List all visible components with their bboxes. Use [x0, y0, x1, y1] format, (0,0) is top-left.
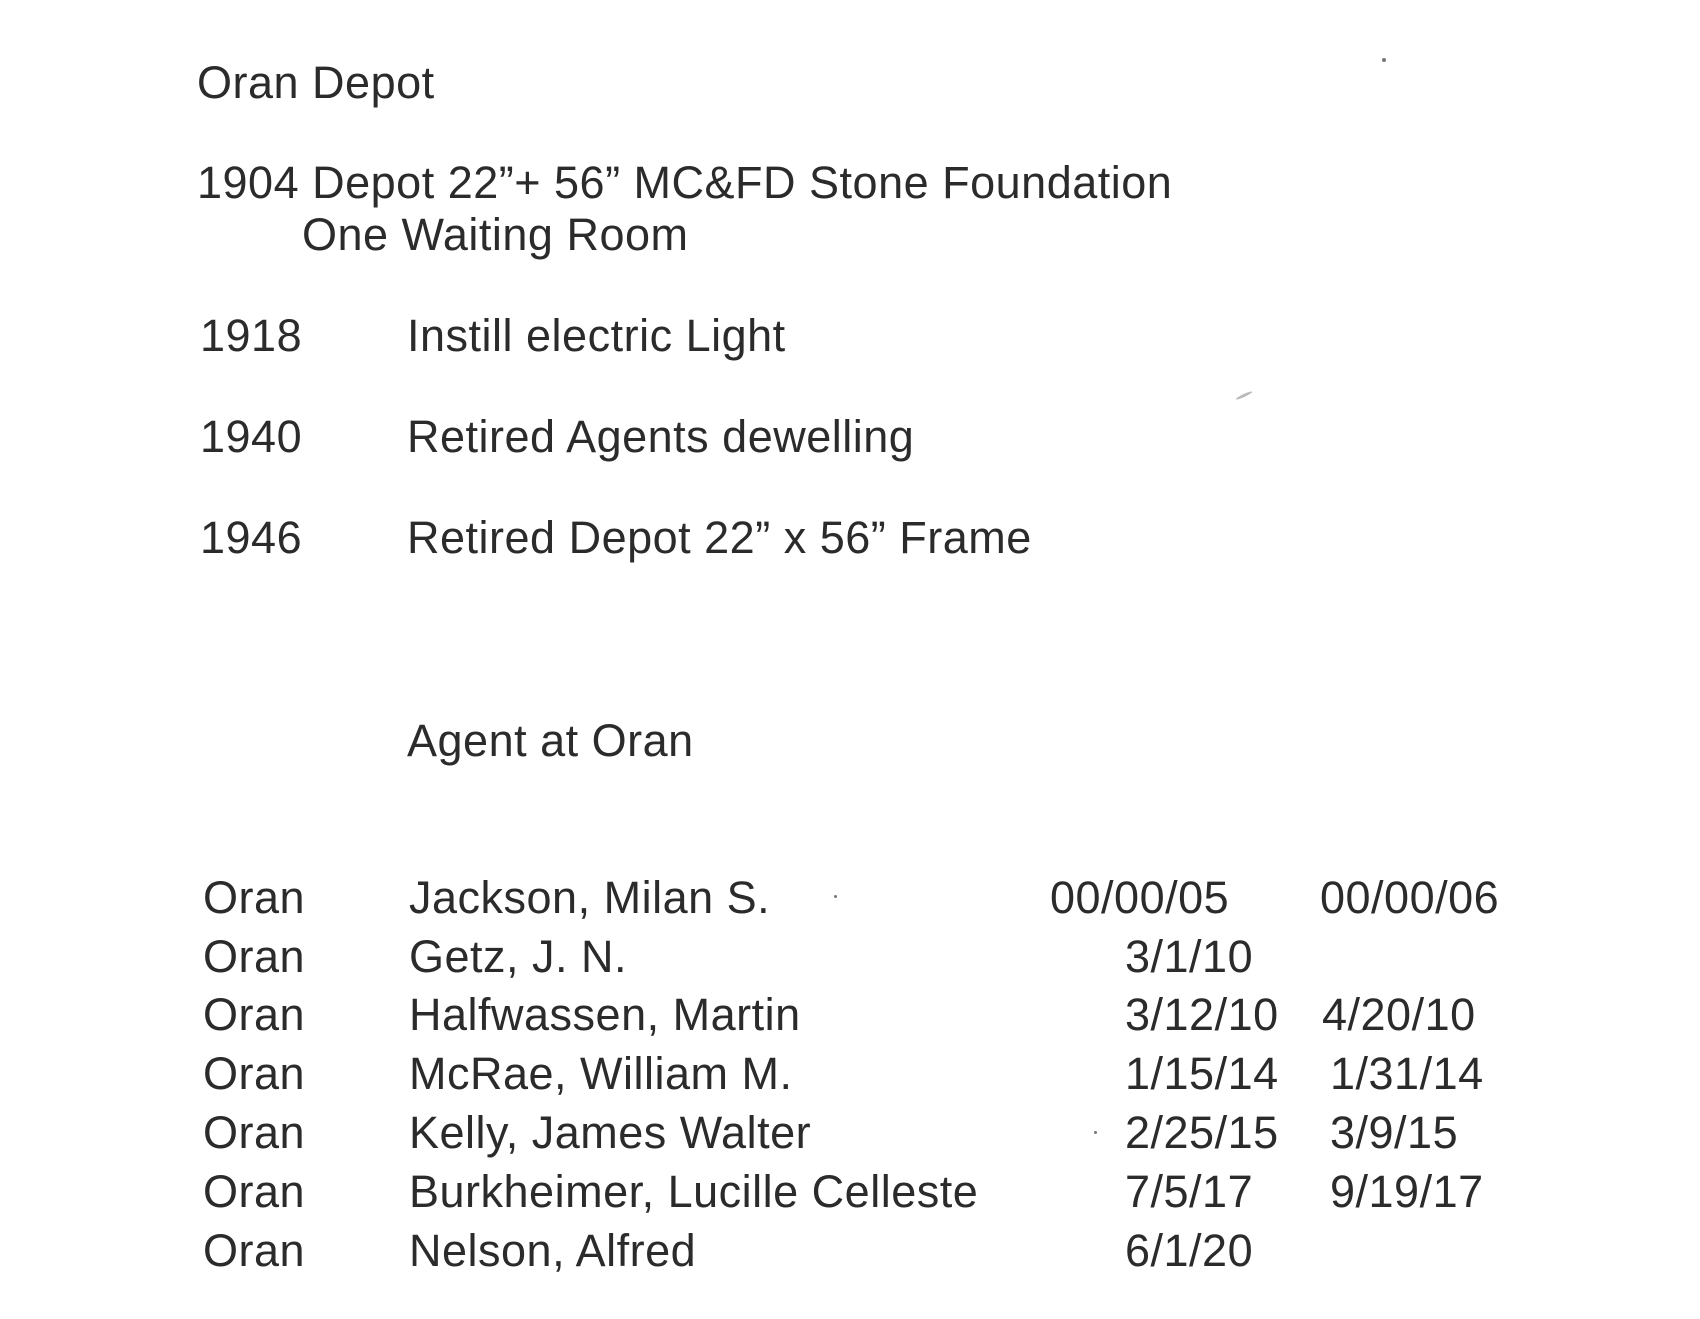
agent-end-date: 1/31/14	[1330, 1048, 1484, 1099]
event-year: 1940	[200, 411, 303, 462]
agent-location: Oran	[203, 931, 306, 982]
agent-name: Burkheimer, Lucille Celleste	[409, 1166, 979, 1217]
event-description: Retired Agents dewelling	[407, 411, 915, 462]
agent-location: Oran	[203, 872, 306, 923]
agent-name: Nelson, Alfred	[409, 1225, 697, 1276]
agent-location: Oran	[203, 1225, 306, 1276]
agent-end-date: 9/19/17	[1330, 1166, 1484, 1217]
table-row	[0, 1107, 1700, 1162]
table-row	[0, 872, 1700, 927]
scan-speck	[1094, 1131, 1097, 1134]
agent-start-date: 7/5/17	[1125, 1166, 1254, 1217]
table-row	[0, 1225, 1700, 1280]
foundation-description-line2: One Waiting Room	[302, 209, 689, 260]
agent-name: McRae, William M.	[409, 1048, 793, 1099]
agent-start-date: 1/15/14	[1125, 1048, 1279, 1099]
agents-heading: Agent at Oran	[407, 715, 694, 766]
agent-start-date: 00/00/05	[1050, 872, 1230, 923]
scan-speck	[1235, 390, 1253, 400]
agent-start-date: 3/12/10	[1125, 989, 1279, 1040]
event-description: Instill electric Light	[407, 310, 786, 361]
foundation-description-line1: 1904 Depot 22”+ 56” MC&FD Stone Foundation	[197, 157, 1173, 208]
agent-name: Kelly, James Walter	[409, 1107, 812, 1158]
table-row	[0, 1166, 1700, 1221]
agent-end-date: 00/00/06	[1320, 872, 1500, 923]
agent-start-date: 6/1/20	[1125, 1225, 1254, 1276]
table-row	[0, 1048, 1700, 1103]
agent-location: Oran	[203, 989, 306, 1040]
agent-end-date: 4/20/10	[1322, 989, 1476, 1040]
scan-speck	[834, 895, 837, 898]
scan-speck	[1382, 58, 1386, 62]
agent-location: Oran	[203, 1048, 306, 1099]
agent-end-date: 3/9/15	[1330, 1107, 1459, 1158]
event-year: 1918	[200, 310, 303, 361]
table-row	[0, 989, 1700, 1044]
table-row	[0, 931, 1700, 986]
agent-name: Getz, J. N.	[409, 931, 628, 982]
agent-location: Oran	[203, 1107, 306, 1158]
agent-location: Oran	[203, 1166, 306, 1217]
agent-start-date: 3/1/10	[1125, 931, 1254, 982]
agent-name: Halfwassen, Martin	[409, 989, 801, 1040]
event-year: 1946	[200, 512, 303, 563]
agent-start-date: 2/25/15	[1125, 1107, 1279, 1158]
event-description: Retired Depot 22” x 56” Frame	[407, 512, 1032, 563]
document-title: Oran Depot	[197, 57, 435, 108]
agent-name: Jackson, Milan S.	[409, 872, 771, 923]
